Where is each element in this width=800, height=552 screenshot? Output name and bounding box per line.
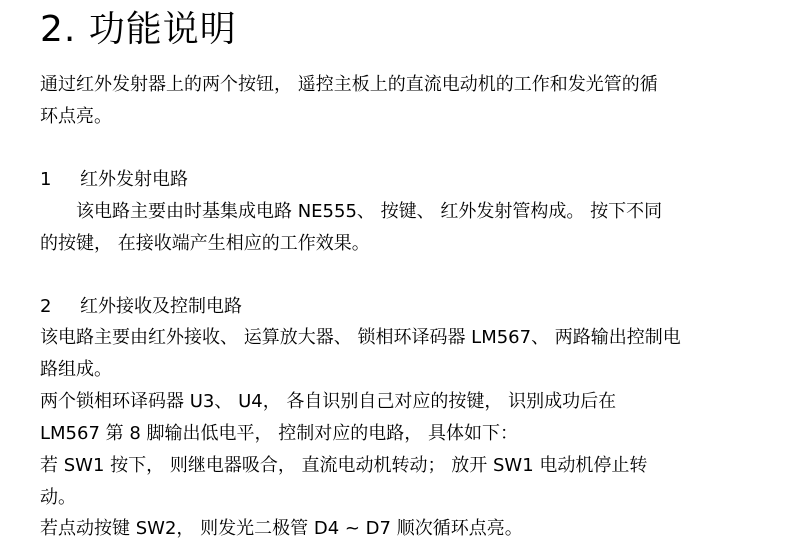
- section-1-line-1: 该电路主要由时基集成电路 NE555、 按键、 红外发射管构成。 按下不同: [76, 201, 663, 222]
- section-1-heading-text: 红外发射电路: [80, 169, 188, 190]
- section-1-heading: [40, 168, 188, 192]
- intro-line-1: 通过红外发射器上的两个按钮， 遥控主板上的直流电动机的工作和发光管的循: [40, 74, 658, 95]
- section-2-number: 2: [40, 296, 52, 317]
- section-2-line: 路组成。: [40, 359, 112, 380]
- section-title: 2. 功能说明: [40, 9, 237, 50]
- section-1-number: 1: [40, 169, 52, 190]
- intro-line-2: 环点亮。: [40, 106, 112, 127]
- section-2-heading-text: 红外接收及控制电路: [80, 296, 242, 317]
- section-2-line: 若点动按键 SW2， 则发光二极管 D4 ~ D7 顺次循环点亮。: [40, 518, 523, 539]
- section-1-line-2: 的按键， 在接收端产生相应的工作效果。: [40, 233, 370, 254]
- section-2-line: LM567 第 8 脚输出低电平， 控制对应的电路， 具体如下：: [40, 423, 518, 444]
- section-2-line: 若 SW1 按下， 则继电器吸合， 直流电动机转动； 放开 SW1 电动机停止转: [40, 455, 648, 476]
- section-2-line: 两个锁相环译码器 U3、 U4， 各自识别自己对应的按键， 识别成功后在: [40, 391, 617, 412]
- section-2-line: 该电路主要由红外接收、 运算放大器、 锁相环译码器 LM567、 两路输出控制电: [40, 327, 681, 348]
- section-2-line: 动。: [40, 487, 76, 508]
- section-2-heading: [40, 295, 242, 319]
